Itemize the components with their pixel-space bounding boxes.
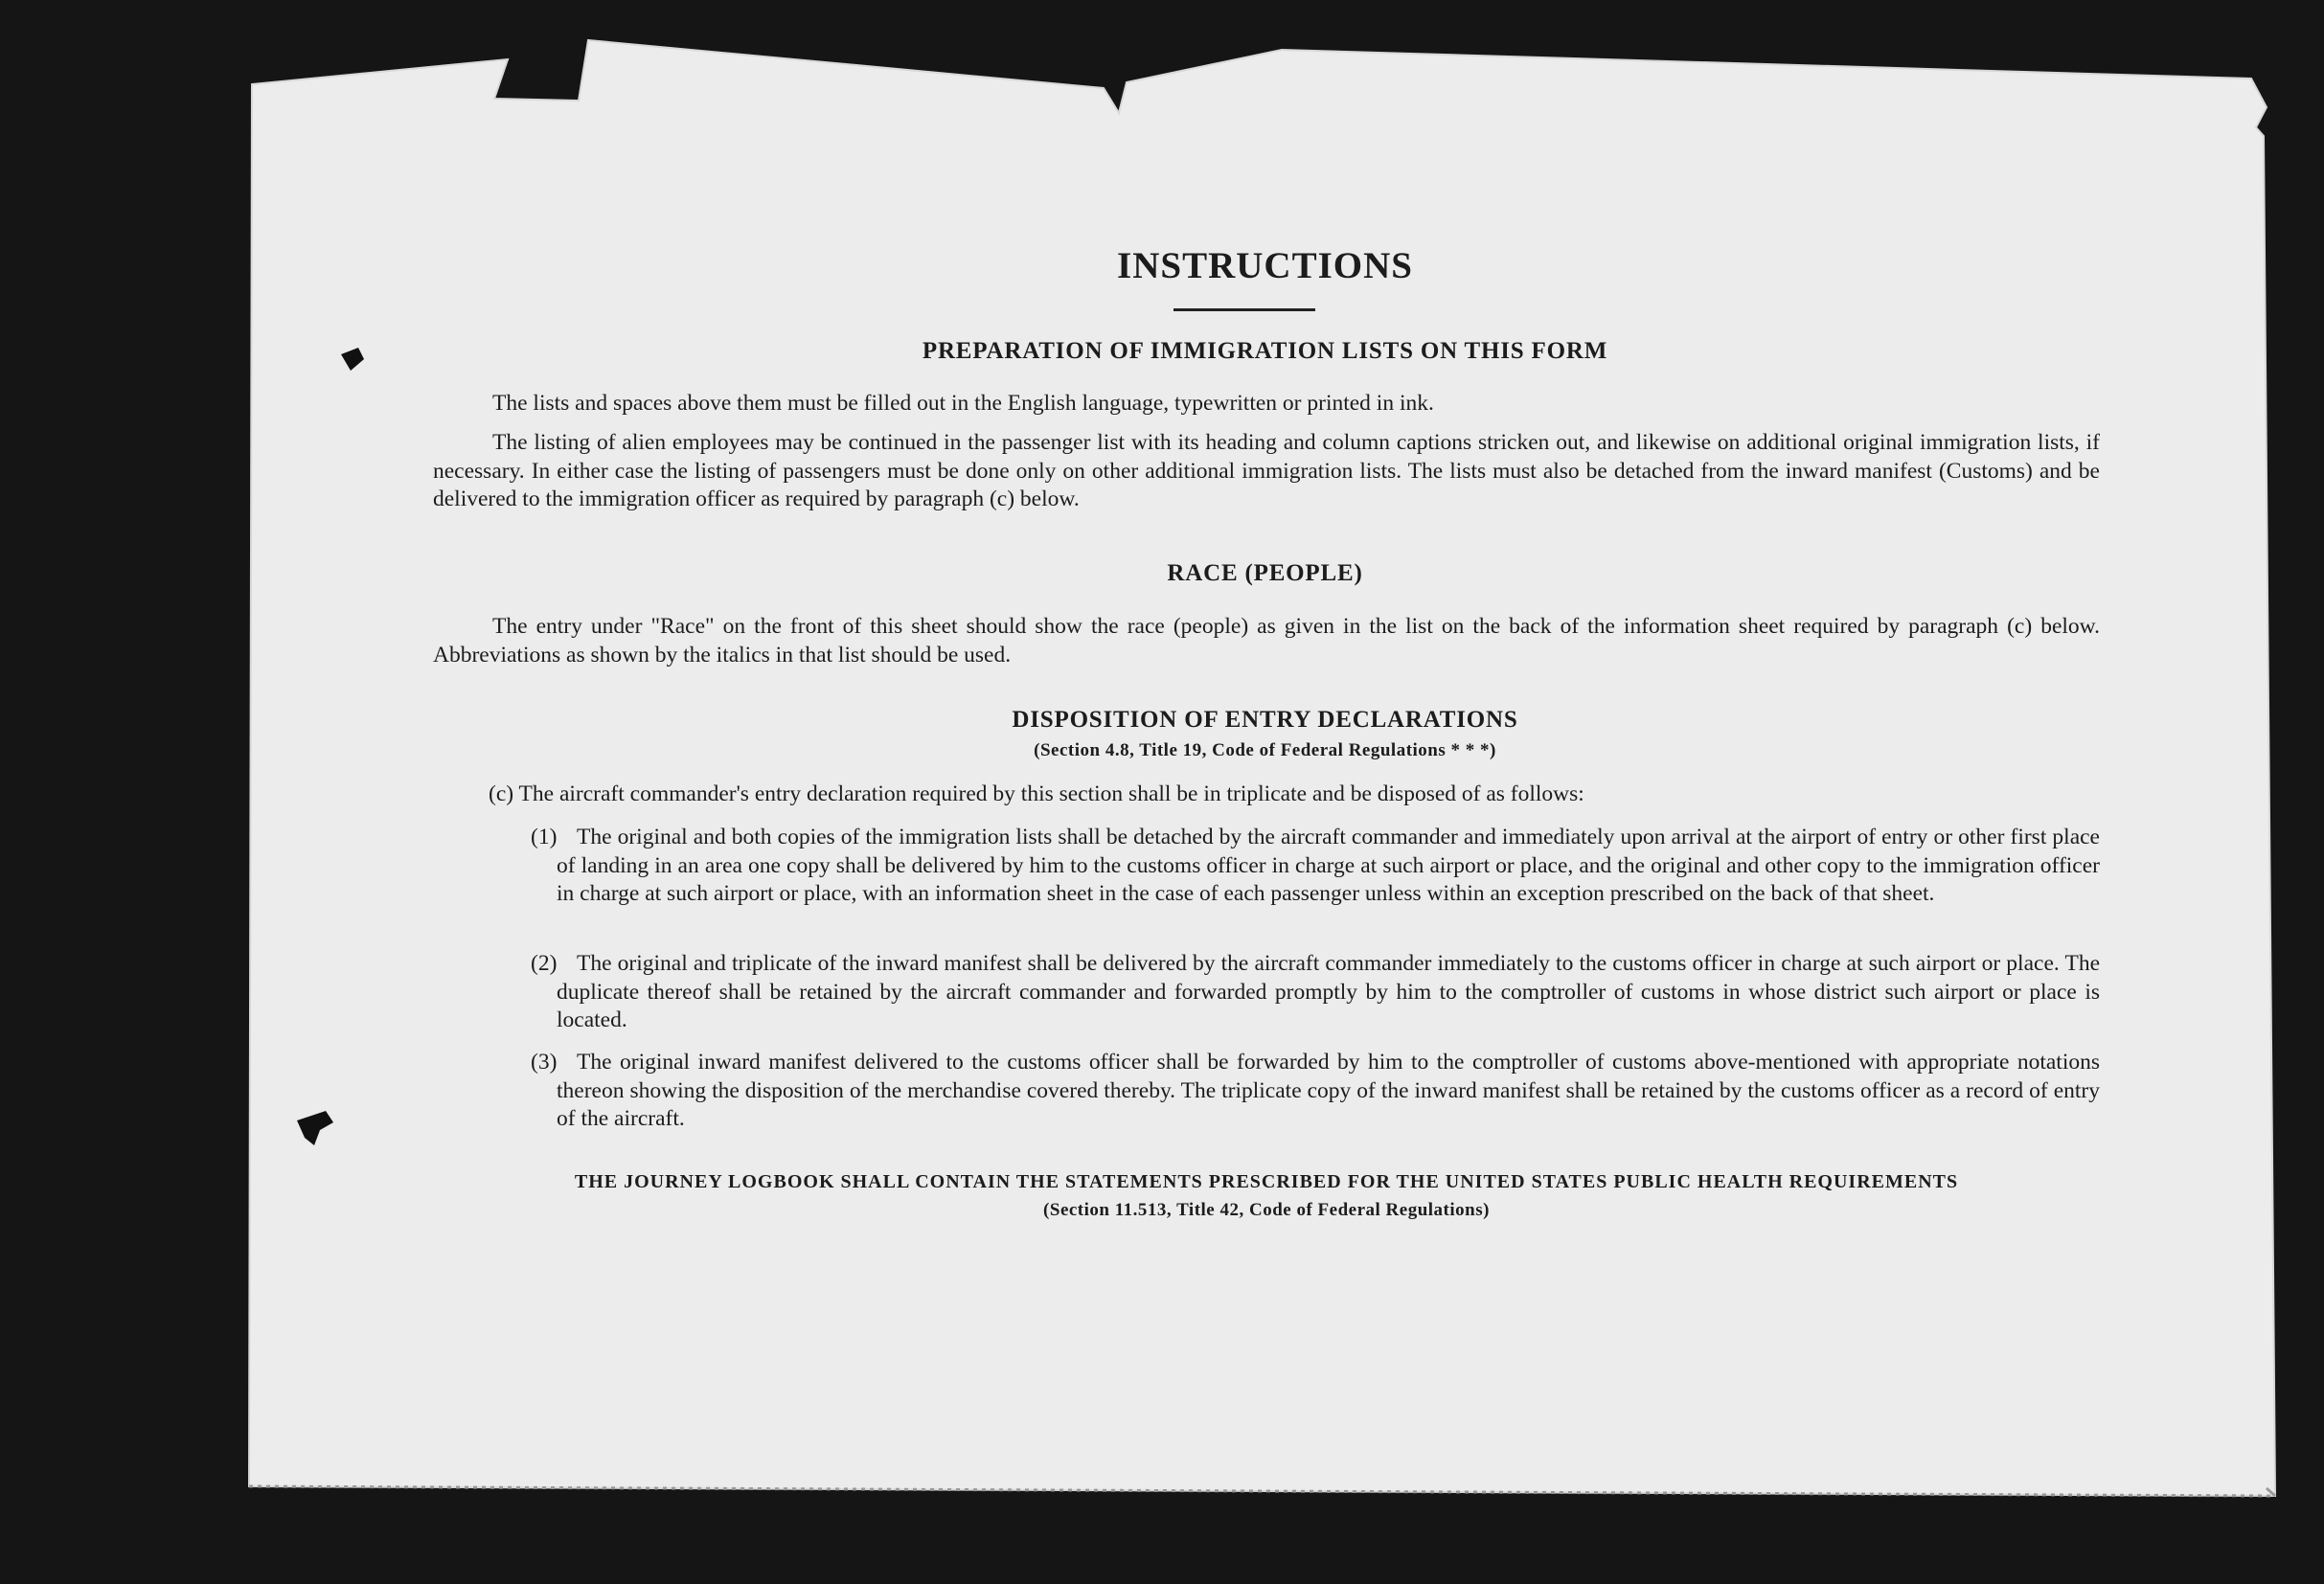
section-heading-preparation: PREPARATION OF IMMIGRATION LISTS ON THIS FORM (922, 338, 1608, 364)
list-item-number: (2) (531, 951, 558, 976)
section-heading-disposition: DISPOSITION OF ENTRY DECLARATIONS (1012, 707, 1518, 733)
list-item-number: (1) (531, 825, 558, 849)
list-item-text: The original inward manifest delivered to the customs officer shall be forwarded by him to the comptroller of customs above-mentioned with appropriate notations thereon showing the disposition of the merchandise covered thereby. The triplicate copy of the inward manifest shall be retained by the customs officer as a record of entry of the aircraft. (557, 1050, 2100, 1131)
list-item-text: The original and both copies of the immigration lists shall be detached by the aircraft commander and immediately upon arrival at the airport of entry or other first place of landing in an area one copy shall be delivered by him to the customs officer in charge at such airport or place, and the original and other copy to the immigration officer in charge at such airport or place, with an information sheet in the case of each passenger unless within an exception prescribed on the back of that sheet. (557, 825, 2100, 906)
paragraph-entry-declaration: (c) The aircraft commander's entry declaration required by this section shall be in triplicate and be disposed of as follows: (489, 781, 1584, 806)
title-underline (1173, 308, 1315, 311)
instruction-sheet (247, 67, 2283, 1489)
paragraph-language: The lists and spaces above them must be filled out in the English language, typewritten or printed in ink. (492, 391, 1434, 416)
paragraph-race: The entry under "Race" on the front of this sheet should show the race (people) as given in the list on the back of the information sheet required by paragraph (c) below. Abbreviations as shown by the italics in that list should be used. (433, 614, 2100, 668)
section-citation-disposition: (Section 4.8, Title 19, Code of Federal Regulations * * *) (1034, 740, 1496, 760)
list-item-text: The original and triplicate of the inward manifest shall be delivered by the aircraft commander immediately to the customs officer in charge at such airport or place. The duplicate thereof shall be retained by the aircraft commander and forwarded promptly by him to the comptroller of customs in whose district such airport or place is located. (557, 951, 2100, 1032)
list-item (531, 824, 2100, 909)
footer-citation: (Section 11.513, Title 42, Code of Federal Regulations) (1043, 1200, 1490, 1220)
list-item-number: (3) (531, 1050, 558, 1075)
page-title: INSTRUCTIONS (1117, 245, 1413, 286)
section-heading-race: RACE (PEOPLE) (1167, 560, 1363, 586)
footer-requirement: THE JOURNEY LOGBOOK SHALL CONTAIN THE STATEMENTS PRESCRIBED FOR THE UNITED STATES PUBLIC HEALTH REQUIREMENTS (574, 1171, 1959, 1192)
paragraph-listing: The listing of alien employees may be continued in the passenger list with its heading and column captions stricken out, and likewise on additional original immigration lists, if necessary. In either case the listing of passengers must be done only on other additional immigration lists. The lists must also be detached from the inward manifest (Customs) and be delivered to the immigration officer as required by paragraph (c) below. (433, 430, 2100, 511)
list-item (531, 1049, 2100, 1134)
list-item (531, 950, 2100, 1035)
